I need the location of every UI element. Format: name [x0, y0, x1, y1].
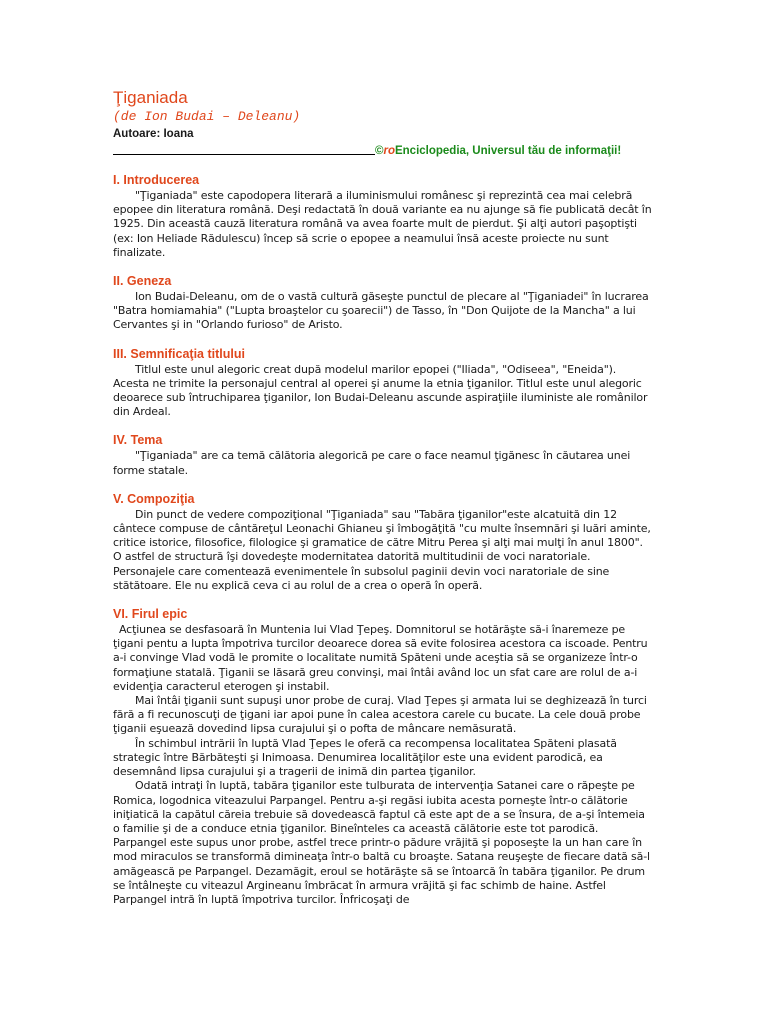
section-paragraph: În schimbul intrării în luptă Vlad Ţepes le oferă ca recompensa localitatea Spăteni plasată strategic între Bărbăteşti şi Inimoasa. Denumirea localităţilor este una evident parodică, ea desemnând lipsa curajului şi a tragerii de inimă din partea ţiganilor.	[113, 736, 617, 779]
section-paragraph: Din punct de vedere compoziţional "Ţiganiada" sau "Tabăra ţiganilor"este alcatuită din 12 cântece compuse de cântăreţul Leonachi Ghianeu şi îmbogăţită "cu multe însemnări şi luări aminte, critice istorice, filosofice, filologice şi gramatice de către Mitru Perea şi alţi mai mulţi în anul 1800". O astfel de structură îşi dovedeşte modernitatea datorită multitudinii de voci naratoriale. Personajele care comentează evenimentele în subsolul paginii devin voci naratoriale de sine stătătoare. Ele nu explică ceva ci au rolul de a crea o operă în operă.	[113, 507, 651, 592]
author-line: Autoare: Ioana	[113, 128, 194, 140]
section-paragraph: Mai întâi ţiganii sunt supuşi unor probe de curaj. Vlad Ţepes şi armata lui se deghizează în turci fără a fi recunoscuţi de ţigani iar apoi pune în calea acestora carele cu bucate. La cele două probe ţiganii eşuează dovedind lipsa curajului şi o pofta de mâncare nemăsurată.	[113, 694, 647, 736]
section-paragraph: Acţiunea se desfasoară în Muntenia lui Vlad Ţepeş. Domnitorul se hotărăşte să-i înaremeze pe ţigani pentu a lupta împotriva turcilor deoarece dorea să evite folosirea acestora ca iscoade. Pentru a-i convinge Vlad vodă le promite o localitate numită Spăteni unde aceştia să se organizeze într-o formaţiune statală. Ţiganii se lăsară greu convinşi, mai întâi având loc un sfat care are rolul de a-i evidenţia caracterul eterogen şi instabil.	[113, 623, 648, 693]
copyright-symbol: ©	[375, 145, 384, 157]
horizontal-rule	[113, 144, 375, 155]
document-page	[113, 88, 653, 907]
section-paragraph: "Ţiganiada" are ca temă călătoria alegorică pe care o face neamul ţigănesc în căutarea unei forme statale.	[113, 449, 631, 477]
document-title: Ţiganiada	[113, 88, 188, 107]
section-geneza	[113, 273, 653, 333]
section-heading: III. Semnificaţia titlului	[113, 346, 245, 361]
section-heading: IV. Tema	[113, 433, 163, 448]
section-paragraph: "Ţiganiada" este capodopera literară a iluminismului românesc şi reprezintă cea mai celebră epopee din literatura română. Deşi redactată în două variante ea nu ajunge să fie publicată decât în 1925. Din această cauză literatura română va avea foarte mult de pierdut. Şi alţi autori paşoptişti (ex: Ion Heliade Rădulescu) încep să scrie o epopee a neamului însă aceste proiecte nu sunt finalizate.	[113, 189, 652, 259]
section-heading: I. Introducerea	[113, 173, 200, 187]
section-paragraph: Ion Budai-Deleanu, om de o vastă cultură găseşte punctul de plecare al "Ţiganiadei" în lucrarea "Batra homiamahia" ("Lupta broaştelor cu şoarecii") de Tasso, în "Don Quijote de la Mancha" a lui Cervantes şi in "Orlando furioso" de Aristo.	[113, 290, 649, 332]
credit-ro-logo: ro	[383, 145, 395, 157]
document-subtitle: (de Ion Budai – Deleanu)	[113, 109, 301, 124]
section-firul-epic	[113, 606, 653, 907]
section-compozitia	[113, 491, 653, 593]
section-introducerea	[113, 172, 653, 260]
section-heading: VI. Firul epic	[113, 607, 188, 622]
section-semnificatia-titlului	[113, 346, 653, 420]
credit-tagline: Enciclopedia, Universul tău de informaţii!	[394, 145, 622, 157]
section-heading: II. Geneza	[113, 274, 172, 289]
credit-text	[375, 143, 621, 159]
section-heading: V. Compoziţia	[113, 491, 195, 506]
section-paragraph: Titlul este unul alegoric creat după modelul marilor epopei ("Iliada", "Odiseea", "Eneida"). Acesta ne trimite la personajul central al operei şi anume la etnia ţiganilor. Titlul este unul alegoric deoarece sub întruchiparea ţiganilor, Ion Budai-Deleanu ascunde aspiraţiile iluministe ale românilor din Ardeal.	[113, 362, 648, 419]
section-tema	[113, 432, 653, 477]
credit-line	[113, 141, 653, 159]
section-paragraph: Odată intraţi în luptă, tabăra ţiganilor este tulburata de intervenţia Satanei care o răpeşte pe Romica, logodnica viteazului Parpangel. Pentru a-şi regăsi iubita acesta porneşte într-o călătorie iniţiatică la capătul căreia trebuie să dovedească faptul că este apt de a se însura, de a-şi întemeia o familie şi de a conduce etnia ţiganilor. Bineînteles ca această călătorie este tot parodică. Parpangel este supus unor probe, astfel trece printr-o pădure vrăjită şi poposeşte la un han care în mod miraculos se transformă dimineaţa într-o baltă cu broaşte. Satana reuşeşte de fiecare dată să-l amăgească pe Parpangel. Dezamăgit, eroul se hotărăşte să se întoarcă în tabăra ţiganilor. Pe drum se întâlneşte cu viteazul Argineanu îmbrăcat în armura vrăjită şi fac schimb de haine. Astfel Parpangel intră în luptă împotriva turcilor. Înfricoşaţi de	[113, 779, 650, 906]
